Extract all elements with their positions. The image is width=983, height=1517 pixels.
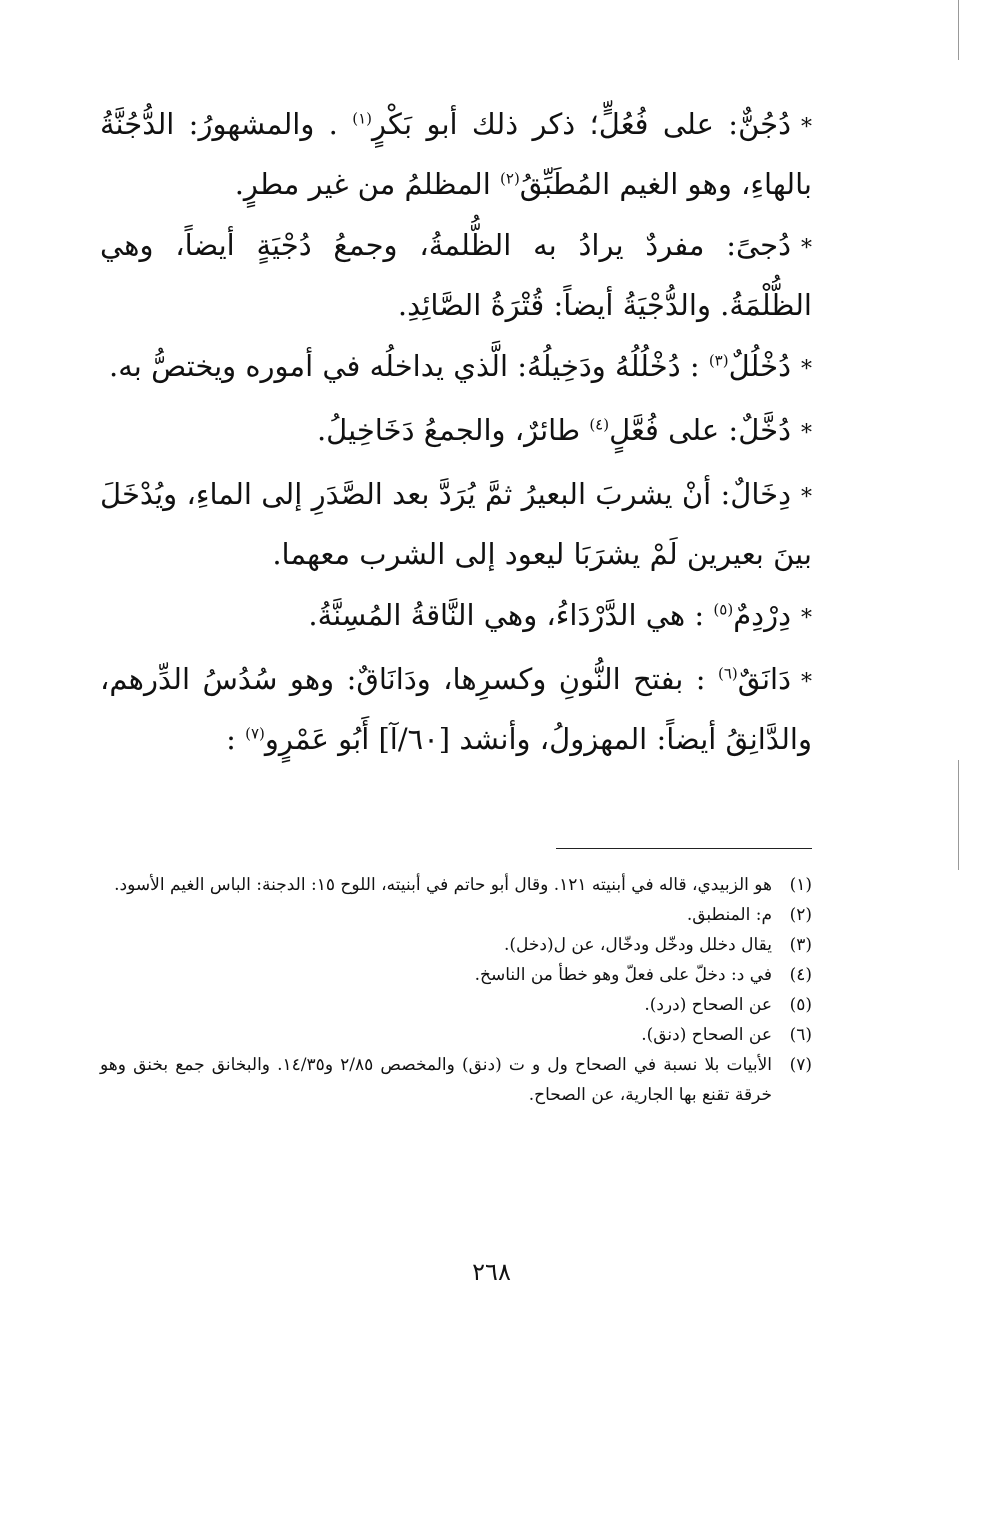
footnote-ref[interactable]: (١) bbox=[352, 109, 373, 128]
entry-text: : هي الدَّرْدَاءُ، وهي النَّاقةُ المُسِنَّةُ. bbox=[308, 598, 714, 632]
footnote-ref[interactable]: (٤) bbox=[589, 415, 610, 434]
entry-dikhal bbox=[100, 466, 812, 583]
entry-dukhkhal bbox=[100, 402, 812, 462]
star-marker: * bbox=[801, 606, 812, 631]
star-marker: * bbox=[801, 357, 812, 382]
footnote-ref[interactable]: (٣) bbox=[708, 351, 729, 370]
entry-text: دَانَقٌ bbox=[737, 662, 791, 696]
entry-text: دُخَّلٌ: على فُعَّلٍ bbox=[609, 413, 791, 447]
star-marker: * bbox=[801, 236, 812, 261]
footnote-item bbox=[100, 900, 812, 930]
footnote-number: (٧) bbox=[789, 1055, 812, 1075]
footnote-item bbox=[100, 870, 812, 900]
footnote-number: (٣) bbox=[789, 935, 812, 955]
star-marker: * bbox=[801, 421, 812, 446]
footnote-text: يقال دخلل ودخّل ودخّال، عن ل(دخل). bbox=[504, 935, 772, 955]
entry-text: دِخَالٌ: أنْ يشربَ البعيرُ ثمَّ يُرَدَّ بعد الصَّدَرِ إلى الماءِ، ويُدْخَلَ بينَ بعيرين لَمْ يشرَبَا ليعود إلى الشرب معهما. bbox=[100, 477, 812, 571]
footnote-text: في د: دخلّ على فعلّ وهو خطأ من الناسخ. bbox=[474, 965, 772, 985]
entries-list bbox=[100, 96, 812, 768]
entry-text: : bbox=[226, 722, 246, 756]
margin-line bbox=[958, 760, 959, 870]
footnote-text: الأبيات بلا نسبة في الصحاح ول و ت (دنق) والمخصص ٢/٨٥ و١٤/٣٥. والبخانق جمع بخنق وهو خرقة تقنع بها الجارية، عن الصحاح. bbox=[100, 1055, 772, 1105]
entry-text: دُخْلُلٌ bbox=[728, 349, 791, 383]
footnote-number: (٢) bbox=[789, 905, 812, 925]
margin-line bbox=[958, 0, 959, 60]
entry-text: دُجىً: مفردٌ يرادُ به الظُّلمةُ، وجمعُ دُجْيَةٍ أيضاً، وهي الظُّلْمَةُ. والدُّجْيَةُ أيضاً: قُتْرَةُ الصَّائِدِ. bbox=[100, 228, 812, 322]
footnote-ref[interactable]: (٦) bbox=[717, 664, 738, 683]
page-number: ٢٦٨ bbox=[472, 1258, 511, 1286]
entry-dujun bbox=[100, 96, 812, 213]
star-marker: * bbox=[801, 670, 812, 695]
footnote-ref[interactable]: (٥) bbox=[713, 600, 734, 619]
footnotes bbox=[100, 870, 812, 1110]
entry-daniq bbox=[100, 651, 812, 768]
star-marker: * bbox=[801, 115, 812, 140]
entry-text: . والمشهورُ: الدُّجُنَّةُ بالهاءِ، وهو الغيم المُطَبِّقُ bbox=[100, 107, 812, 201]
footnote-number: (٦) bbox=[789, 1025, 812, 1045]
footnote-separator bbox=[556, 848, 812, 849]
entry-text: : دُخْلُلُهُ ودَخِيلُهُ: الَّذي يداخلُه في أموره ويختصُّ به. bbox=[109, 349, 709, 383]
footnote-text: م: المنطبق. bbox=[686, 905, 772, 925]
footnote-text: عن الصحاح (دنق). bbox=[641, 1025, 772, 1045]
entry-dirdim bbox=[100, 587, 812, 647]
footnote-ref[interactable]: (٧) bbox=[245, 724, 265, 743]
entry-text: المظلمُ من غير مطرٍ. bbox=[234, 167, 501, 201]
footnote-number: (١) bbox=[789, 875, 812, 895]
footnote-item bbox=[100, 960, 812, 990]
footnote-text: عن الصحاح (درد). bbox=[644, 995, 772, 1015]
main-text bbox=[100, 96, 812, 772]
star-marker: * bbox=[801, 485, 812, 510]
entry-dujan bbox=[100, 217, 812, 334]
entry-text: : بفتح النُّونِ وكسرِها، ودَانَاقٌ: وهو سُدُسُ الدِّرهم، والدَّانِقُ أيضاً: المهزولُ، وأنشد [٦٠/آ] أَبُو عَمْرٍو bbox=[100, 662, 812, 756]
footnote-ref[interactable]: (٢) bbox=[500, 169, 520, 188]
entry-text: طائرٌ، والجمعُ دَخَاخِيلُ. bbox=[316, 413, 590, 447]
entry-text: دُجُنٌّ: على فُعُلٍّ؛ ذكر ذلك أبو بَكْرٍ bbox=[372, 107, 791, 141]
footnote-number: (٥) bbox=[789, 995, 812, 1015]
footnote-number: (٤) bbox=[789, 965, 812, 985]
entry-text: دِرْدِمٌ bbox=[733, 598, 791, 632]
footnote-item bbox=[100, 990, 812, 1020]
footnote-item bbox=[100, 1020, 812, 1050]
footnote-item bbox=[100, 930, 812, 960]
footnote-text: هو الزبيدي، قاله في أبنيته ١٢١. وقال أبو حاتم في أبنيته، اللوح ١٥: الدجنة: الباس الغيم الأسود. bbox=[114, 875, 772, 895]
entry-dukhlul bbox=[100, 338, 812, 398]
footnote-item bbox=[100, 1050, 812, 1110]
